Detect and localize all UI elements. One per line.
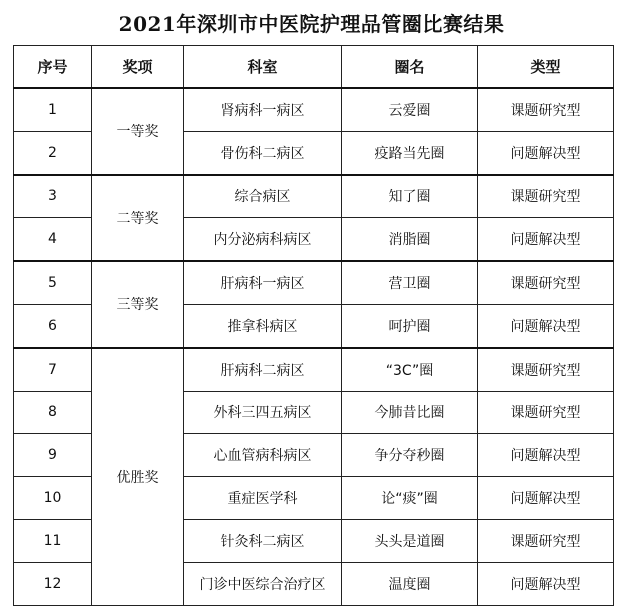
table-row — [14, 348, 614, 391]
cell-no: 10 — [14, 477, 92, 520]
cell-no: 8 — [14, 391, 92, 434]
cell-circle: 呵护圈 — [342, 304, 478, 347]
results-table — [13, 45, 614, 606]
header-dept: 科室 — [184, 46, 342, 89]
cell-no: 2 — [14, 131, 92, 174]
cell-no: 5 — [14, 261, 92, 304]
cell-circle: 今肺昔比圈 — [342, 391, 478, 434]
cell-no: 7 — [14, 348, 92, 391]
cell-circle: 头头是道圈 — [342, 519, 478, 562]
cell-dept: 骨伤科二病区 — [184, 131, 342, 174]
cell-circle: 疫路当先圈 — [342, 131, 478, 174]
cell-type: 问题解决型 — [478, 304, 614, 347]
cell-type: 问题解决型 — [478, 434, 614, 477]
award-third: 三等奖 — [92, 261, 184, 348]
table-row — [14, 88, 614, 131]
cell-circle: 营卫圈 — [342, 261, 478, 304]
cell-no: 12 — [14, 562, 92, 605]
header-no: 序号 — [14, 46, 92, 89]
page-title: 2021年深圳市中医院护理品管圈比赛结果 — [118, 12, 505, 36]
cell-circle: 云爱圈 — [342, 88, 478, 131]
cell-type: 课题研究型 — [478, 88, 614, 131]
cell-type: 课题研究型 — [478, 261, 614, 304]
table-header-row — [14, 46, 614, 89]
award-second: 二等奖 — [92, 175, 184, 262]
cell-no: 11 — [14, 519, 92, 562]
cell-no: 6 — [14, 304, 92, 347]
cell-dept: 肝病科二病区 — [184, 348, 342, 391]
cell-type: 课题研究型 — [478, 348, 614, 391]
table-row — [14, 261, 614, 304]
cell-circle: “3C”圈 — [342, 348, 478, 391]
cell-type: 问题解决型 — [478, 562, 614, 605]
cell-dept: 肝病科一病区 — [184, 261, 342, 304]
award-excellence: 优胜奖 — [92, 348, 184, 605]
cell-type: 课题研究型 — [478, 175, 614, 218]
header-circle: 圈名 — [342, 46, 478, 89]
cell-dept: 综合病区 — [184, 175, 342, 218]
cell-circle: 争分夺秒圈 — [342, 434, 478, 477]
table-row — [14, 175, 614, 218]
award-first: 一等奖 — [92, 88, 184, 175]
cell-type: 问题解决型 — [478, 131, 614, 174]
cell-no: 1 — [14, 88, 92, 131]
cell-dept: 肾病科一病区 — [184, 88, 342, 131]
cell-dept: 推拿科病区 — [184, 304, 342, 347]
cell-type: 问题解决型 — [478, 477, 614, 520]
cell-type: 课题研究型 — [478, 391, 614, 434]
cell-no: 3 — [14, 175, 92, 218]
cell-dept: 心血管病科病区 — [184, 434, 342, 477]
cell-type: 问题解决型 — [478, 218, 614, 261]
cell-type: 课题研究型 — [478, 519, 614, 562]
cell-circle: 温度圈 — [342, 562, 478, 605]
cell-dept: 外科三四五病区 — [184, 391, 342, 434]
cell-circle: 知了圈 — [342, 175, 478, 218]
cell-dept: 重症医学科 — [184, 477, 342, 520]
header-type: 类型 — [478, 46, 614, 89]
cell-circle: 消脂圈 — [342, 218, 478, 261]
cell-no: 9 — [14, 434, 92, 477]
cell-dept: 门诊中医综合治疗区 — [184, 562, 342, 605]
header-award: 奖项 — [92, 46, 184, 89]
cell-circle: 论“痰”圈 — [342, 477, 478, 520]
cell-no: 4 — [14, 218, 92, 261]
cell-dept: 内分泌病科病区 — [184, 218, 342, 261]
cell-dept: 针灸科二病区 — [184, 519, 342, 562]
